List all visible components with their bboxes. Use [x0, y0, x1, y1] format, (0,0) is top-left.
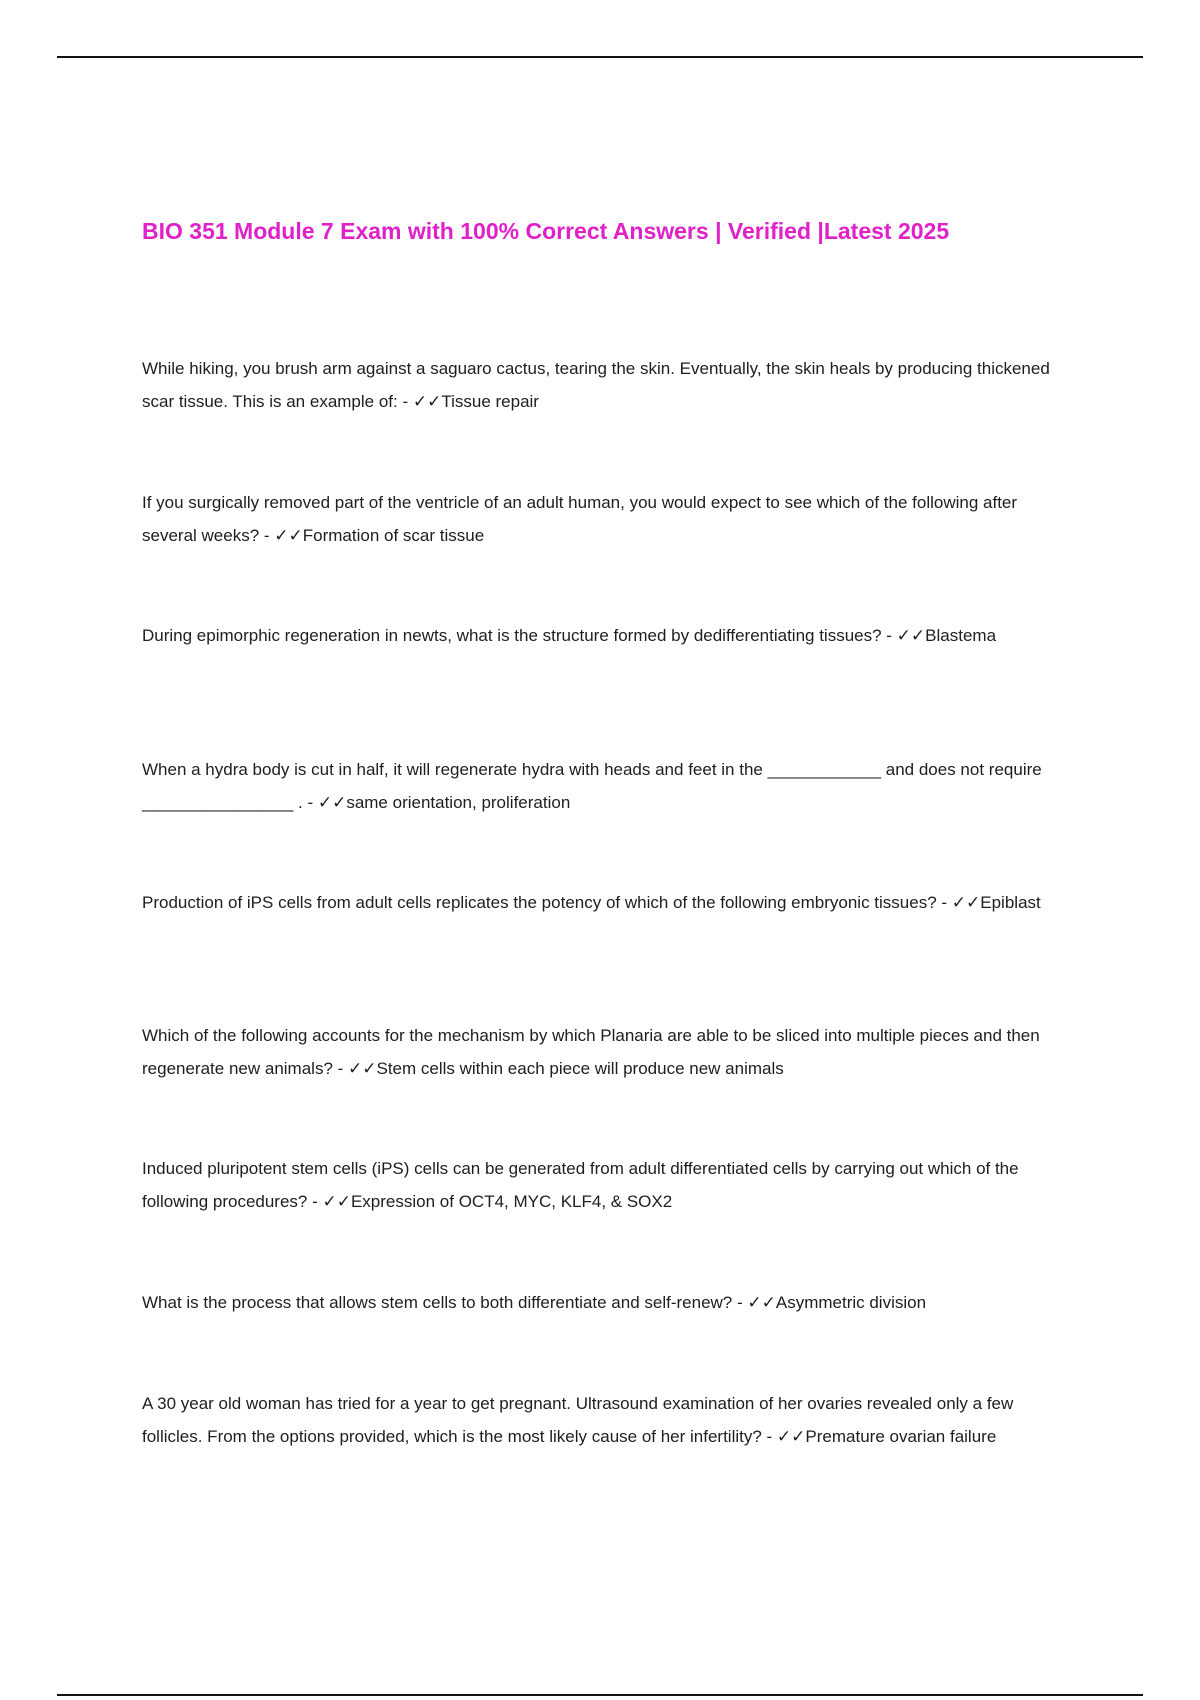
qa-item-1: While hiking, you brush arm against a saguaro cactus, tearing the skin. Eventually, the skin heals by producing thickened scar tissue. This is an example of: - ✓✓Tissue repair [142, 359, 1050, 411]
qa-item-6: Which of the following accounts for the mechanism by which Planaria are able to be sliced into multiple pieces and then regenerate new animals? - ✓✓Stem cells within each piece will produce new animals [142, 1026, 1040, 1078]
qa-item-7: Induced pluripotent stem cells (iPS) cells can be generated from adult differentiated cells by carrying out which of the following procedures? - ✓✓Expression of OCT4, MYC, KLF4, & SOX2 [142, 1159, 1019, 1211]
qa-item-3: During epimorphic regeneration in newts, what is the structure formed by dedifferentiating tissues? - ✓✓Blastema [142, 626, 997, 645]
top-rule [57, 56, 1143, 58]
bottom-rule [57, 1694, 1143, 1696]
qa-item-2: If you surgically removed part of the ventricle of an adult human, you would expect to see which of the following after several weeks? - ✓✓Formation of scar tissue [142, 493, 1018, 545]
qa-item-4: When a hydra body is cut in half, it will regenerate hydra with heads and feet in the ____________ and does not require ________________ . - ✓✓same orientation, proliferation [142, 760, 1042, 812]
qa-item-5: Production of iPS cells from adult cells replicates the potency of which of the following embryonic tissues? - ✓✓Epiblast [142, 893, 1041, 912]
qa-item-9: A 30 year old woman has tried for a year to get pregnant. Ultrasound examination of her ovaries revealed only a few follicles. From the options provided, which is the most likely cause of her infertility? - ✓✓Premature ovarian failure [142, 1394, 1014, 1446]
document-title: BIO 351 Module 7 Exam with 100% Correct Answers | Verified |Latest 2025 [142, 218, 950, 244]
qa-item-8: What is the process that allows stem cells to both differentiate and self-renew? - ✓✓Asymmetric division [142, 1293, 927, 1312]
